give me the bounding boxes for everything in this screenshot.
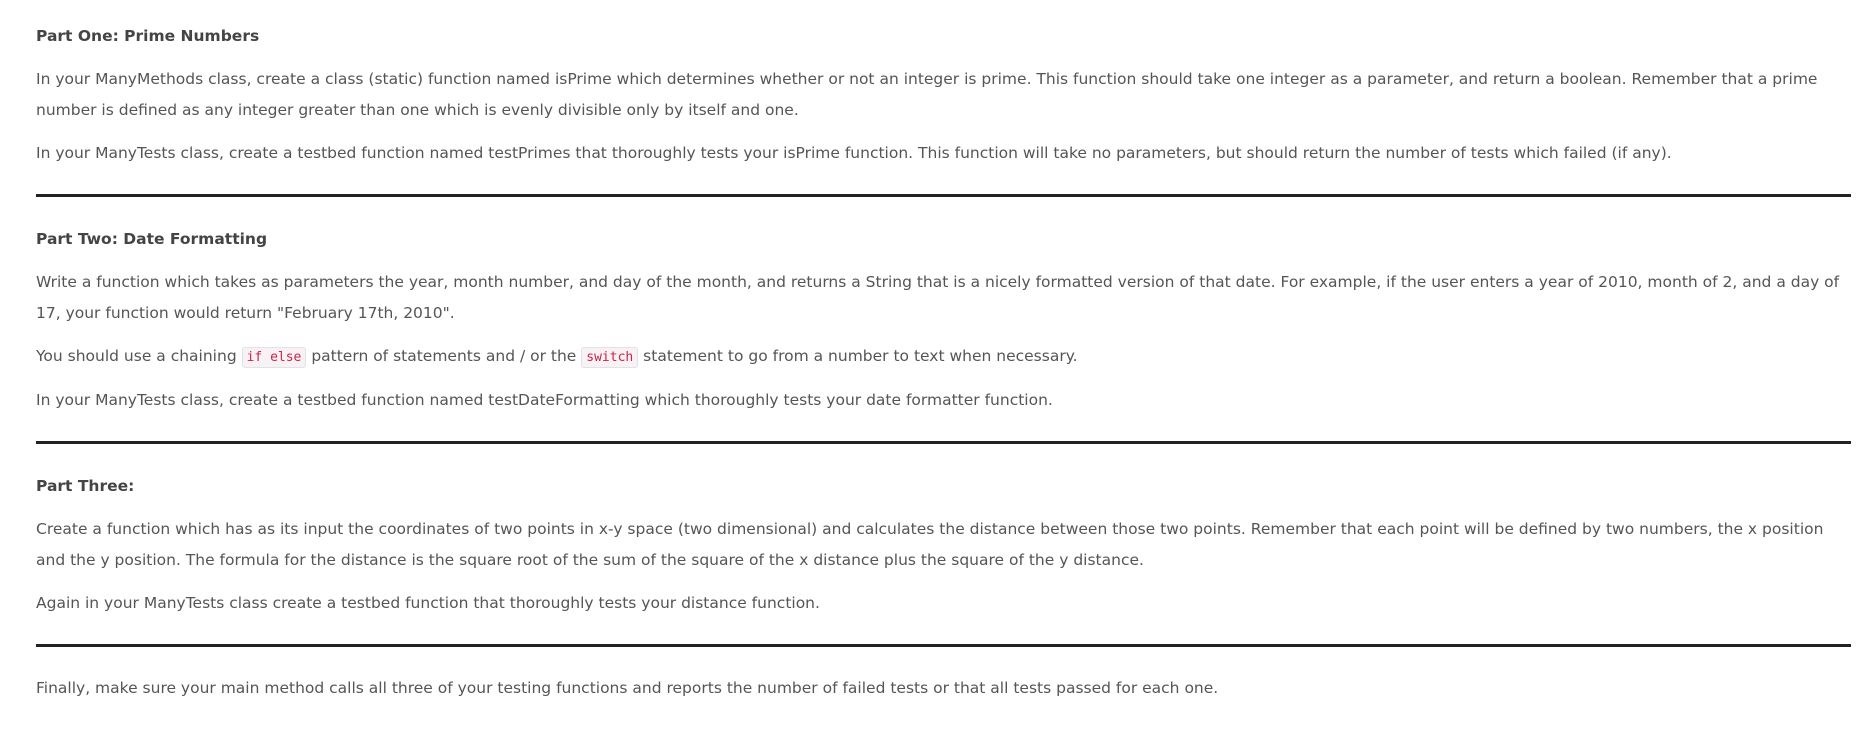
part-three-body [36, 514, 1851, 576]
part-two-body [36, 267, 1851, 329]
part-one-heading: Part One: Prime Numbers [36, 27, 260, 45]
code-switch: switch [581, 347, 638, 368]
part-two-body-2 [36, 341, 1851, 373]
final-paragraph: Finally, make sure your main method calls all three of your testing functions and reports the number of failed tests or that all tests passed for each one. [36, 679, 1219, 697]
part-two-body-3 [36, 385, 1851, 416]
divider-2 [36, 441, 1851, 444]
part-three-paragraph-1: Create a function which has as its input the coordinates of two points in x-y space (two dimensional) and calculates the distance between those two points. Remember that each point will be defined by two numbers, the x position and the y position. The formula for the distance is the square root of the sum of the square of the x distance plus the square of the y distance. [36, 520, 1824, 569]
part-one-paragraph-1: In your ManyMethods class, create a class (static) function named isPrime which determines whether or not an integer is prime. This function should take one integer as a parameter, and return a boolean. Remember that a prime number is defined as any integer greater than one which is evenly divisible only by itself and one. [36, 70, 1818, 119]
part-two-section [36, 229, 1851, 249]
part-three-section [36, 476, 1851, 496]
part-two-paragraph-2 [36, 341, 1851, 373]
part-three-body-2 [36, 588, 1851, 619]
part-two-heading: Part Two: Date Formatting [36, 230, 268, 248]
divider-3 [36, 644, 1851, 647]
code-if-else: if else [242, 347, 307, 368]
part-two-paragraph-1: Write a function which takes as parameters the year, month number, and day of the month, and returns a String that is a nicely formatted version of that date. For example, if the user enters a year of 2010, month of 2, and a day of 17, your function would return "February 17th, 2010". [36, 273, 1840, 322]
part-one-body [36, 64, 1851, 126]
part-one-body-2 [36, 138, 1851, 169]
divider-1 [36, 194, 1851, 197]
part-two-paragraph-3: In your ManyTests class, create a testbed function named testDateFormatting which thoroughly tests your date formatter function. [36, 391, 1053, 409]
part-two-text-after: statement to go from a number to text when necessary. [638, 347, 1078, 365]
part-one-section [36, 26, 1851, 46]
part-one-paragraph-2: In your ManyTests class, create a testbed function named testPrimes that thoroughly tests your isPrime function. This function will take no parameters, but should return the number of tests which failed (if any). [36, 144, 1672, 162]
part-two-text-before: You should use a chaining [36, 347, 242, 365]
part-two-text-middle: pattern of statements and / or the [306, 347, 582, 365]
part-three-heading: Part Three: [36, 477, 135, 495]
final-section [36, 673, 1851, 704]
part-three-paragraph-2: Again in your ManyTests class create a testbed function that thoroughly tests your distance function. [36, 594, 820, 612]
